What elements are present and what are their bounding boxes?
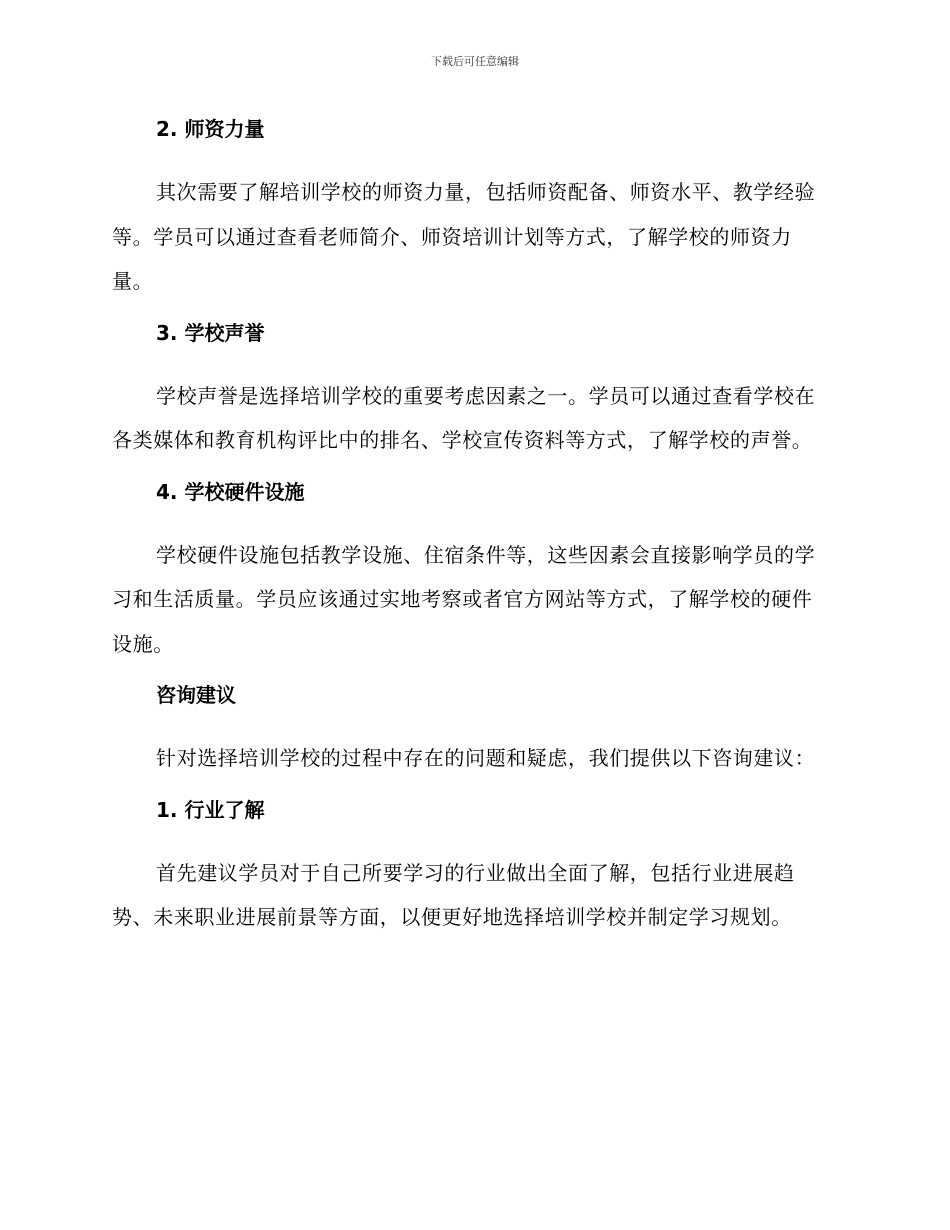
page-header: 下载后可任意编辑 — [431, 55, 519, 68]
section-faculty-strength — [112, 113, 832, 304]
section-heading: 2. 师资力量 — [156, 117, 265, 141]
section-industry-understanding — [112, 794, 832, 940]
section-heading: 1. 行业了解 — [156, 797, 265, 822]
section-paragraph: 首先建议学员对于自己所要学习的行业做出全面了解，包括行业进展趋势、未来职业进展前景等方面，以便更好地选择培训学校并制定学习规划。 — [112, 860, 795, 929]
document-body — [112, 113, 832, 953]
section-paragraph: 学校硬件设施包括教学设施、住宿条件等，这些因素会直接影响学员的学习和生活质量。学员应该通过实地考察或者官方网站等方式，了解学校的硬件设施。 — [112, 542, 816, 656]
section-heading: 咨询建议 — [156, 683, 236, 707]
section-paragraph: 学校声誉是选择培训学校的重要考虑因素之一。学员可以通过查看学校在各类媒体和教育机构评比中的排名、学校宣传资料等方式，了解学校的声誉。 — [112, 383, 816, 452]
section-paragraph: 其次需要了解培训学校的师资力量，包括师资配备、师资水平、教学经验等。学员可以通过查看老师简介、师资培训计划等方式，了解学校的师资力量。 — [112, 180, 816, 293]
section-heading: 3. 学校声誉 — [156, 320, 265, 345]
section-school-facilities — [112, 476, 832, 667]
section-school-reputation — [112, 317, 832, 463]
section-heading: 4. 学校硬件设施 — [156, 479, 305, 504]
section-consulting-advice — [112, 679, 832, 781]
section-paragraph: 针对选择培训学校的过程中存在的问题和疑虑，我们提供以下咨询建议： — [156, 746, 816, 770]
